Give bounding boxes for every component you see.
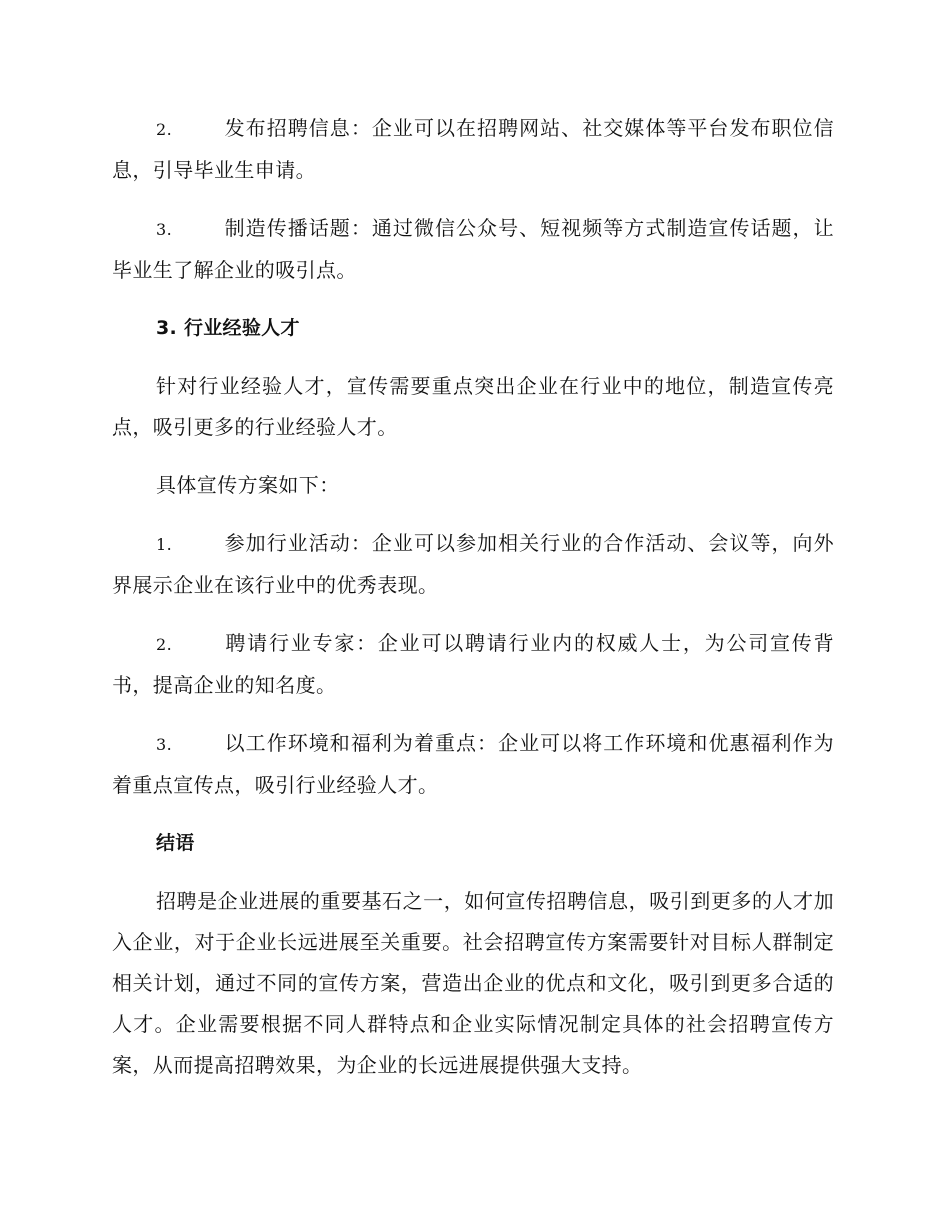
list-item xyxy=(112,623,834,706)
list-text: 发布招聘信息：企业可以在招聘网站、社交媒体等平台发布职位信息，引导毕业生申请。 xyxy=(112,116,834,182)
section-heading: 3. 行业经验人才 xyxy=(156,317,300,339)
document-page xyxy=(112,108,834,1086)
list-text: 制造传播话题：通过微信公众号、短视频等方式制造宣传话题，让毕业生了解企业的吸引点。 xyxy=(112,216,834,282)
list-number: 2. xyxy=(156,635,173,654)
list-item xyxy=(112,523,834,606)
list-text: 参加行业活动：企业可以参加相关行业的合作活动、会议等，向外界展示企业在该行业中的优秀表现。 xyxy=(112,531,834,597)
list-item xyxy=(112,723,834,806)
plan-label: 具体宣传方案如下： xyxy=(156,473,340,497)
list-item xyxy=(112,108,834,191)
list-text: 聘请行业专家：企业可以聘请行业内的权威人士，为公司宣传背书，提高企业的知名度。 xyxy=(112,631,834,697)
list-number: 1. xyxy=(156,535,173,554)
list-text: 以工作环境和福利为着重点：企业可以将工作环境和优惠福利作为着重点宣传点，吸引行业经验人才。 xyxy=(112,731,834,797)
list-number: 3. xyxy=(156,735,173,754)
list-number: 3. xyxy=(156,220,173,239)
list-item xyxy=(112,208,834,291)
list-number: 2. xyxy=(156,120,173,139)
section-intro: 针对行业经验人才，宣传需要重点突出企业在行业中的地位，制造宣传亮点，吸引更多的行业经验人才。 xyxy=(112,374,834,439)
conclusion-heading: 结语 xyxy=(156,832,195,854)
conclusion-text: 招聘是企业进展的重要基石之一，如何宣传招聘信息，吸引到更多的人才加入企业，对于企业长远进展至关重要。社会招聘宣传方案需要针对目标人群制定相关计划，通过不同的宣传方案，营造出企业的优点和文化，吸引到更多合适的人才。企业需要根据不同人群特点和企业实际情况制定具体的社会招聘宣传方案，从而提高招聘效果，为企业的长远进展提供强大支持。 xyxy=(112,889,834,1077)
